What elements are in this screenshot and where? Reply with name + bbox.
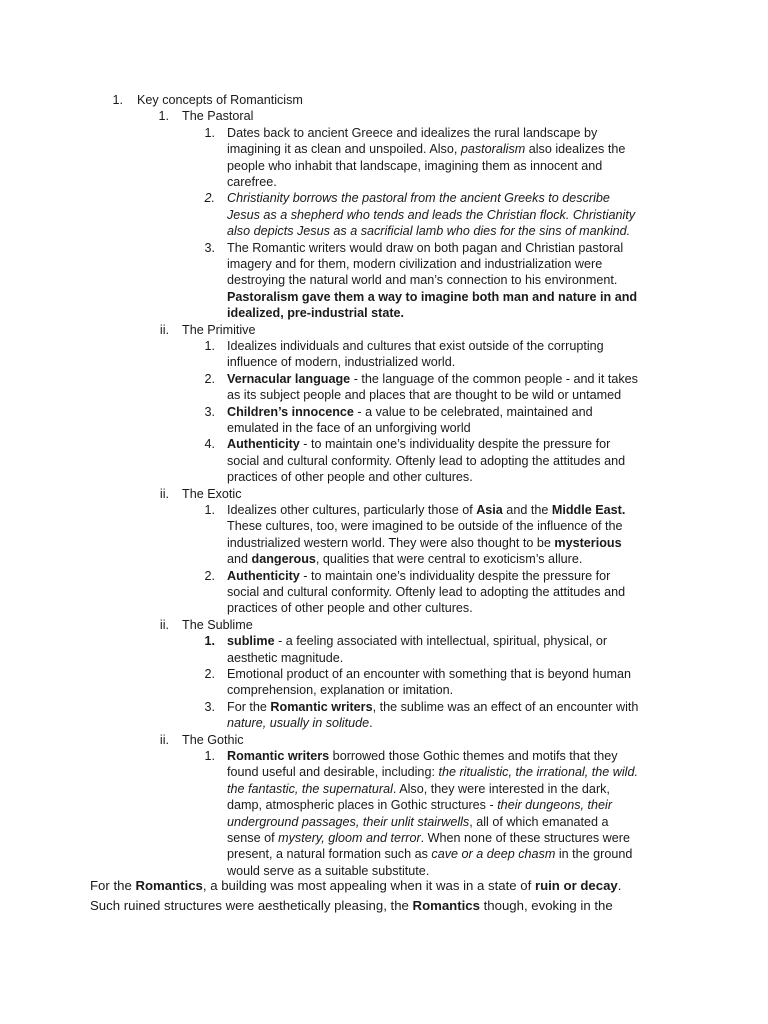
item-text-line <box>227 223 630 239</box>
section-title: The Sublime <box>182 617 253 632</box>
item-text-line <box>227 404 593 420</box>
section-title: The Primitive <box>182 322 256 337</box>
item-number: 2. <box>204 191 215 206</box>
item-text-line <box>227 240 623 256</box>
text-run: , qualities that were central to exoticism’s allure. <box>315 552 583 567</box>
item-text-line <box>227 158 602 174</box>
section-title: The Exotic <box>182 486 242 501</box>
bold-run: mysterious <box>554 535 622 550</box>
text-run: found useful and desirable, including: <box>227 765 439 780</box>
item-text-line <box>227 518 623 534</box>
text-run: in the ground <box>555 847 633 862</box>
item-text-line <box>227 682 453 698</box>
text-run: social and cultural conformity. Oftenly lead to adopting the attitudes and <box>227 453 626 468</box>
item-text-line <box>227 354 455 370</box>
text-run: industrialized western world. They were also thought to be <box>227 535 555 550</box>
text-run: destroying the natural world and man’s connection to his environment. <box>227 273 618 288</box>
closing-text-line <box>90 896 613 916</box>
text-run: Idealizes individuals and cultures that exist outside of the corrupting <box>227 339 604 353</box>
item-text-line <box>227 781 610 797</box>
section-title: The Pastoral <box>182 109 254 124</box>
section-number: ii. <box>159 486 169 501</box>
text-run: For the <box>227 699 271 714</box>
bold-run: Romantic writers <box>227 749 330 763</box>
text-run: damp, atmospheric places in Gothic structures - <box>227 798 498 813</box>
item-text-line <box>227 650 343 666</box>
item-text-line <box>227 420 471 436</box>
item-number: 2. <box>204 371 215 386</box>
text-run: - to maintain one’s individuality despite the pressure for <box>299 437 611 452</box>
italic-run: also depicts Jesus as a sacrificial lamb who dies for the sins of mankind. <box>227 224 631 239</box>
text-run: Dates back to ancient Greece and idealizes the rural landscape by <box>227 125 598 140</box>
italic-run: the ritualistic, the irrational, the wild. <box>438 765 638 780</box>
text-run: - a value to be celebrated, maintained and <box>353 404 593 419</box>
text-run: , the sublime was an effect of an encounter with <box>372 699 639 714</box>
item-number: 3. <box>204 240 215 255</box>
item-number: 1. <box>204 749 215 763</box>
text-run: . Also, they were interested in the dark, <box>392 781 610 796</box>
text-run: These cultures, too, were imagined to be outside of the influence of the <box>227 519 623 534</box>
item-text-line <box>227 715 373 731</box>
text-run: , all of which emanated a <box>469 814 609 829</box>
italic-run: Jesus as a shepherd who tends and leads the Christian flock. Christianity <box>227 207 636 222</box>
item-number: 2. <box>204 667 215 681</box>
item-text-line <box>227 814 609 830</box>
item-text-line <box>227 535 622 551</box>
outline-heading: Key concepts of Romanticism <box>137 93 303 107</box>
bold-run: Asia <box>476 503 503 517</box>
item-text-line <box>227 387 621 403</box>
text-run: comprehension, explanation or imitation. <box>227 683 454 698</box>
text-run: carefree. <box>227 175 277 189</box>
item-number: 1. <box>204 339 215 353</box>
bold-run: idealized, pre-industrial state. <box>227 306 405 321</box>
text-run: imagining it as clean and unspoiled. Also, <box>227 142 461 157</box>
item-text-line <box>227 190 610 206</box>
item-text-line <box>227 830 630 846</box>
outline-number: 1. <box>112 93 123 107</box>
item-number: 1. <box>204 125 215 140</box>
text-run: Idealizes other cultures, particularly those of <box>227 503 477 517</box>
section-number: ii. <box>159 617 169 632</box>
bold-run: Vernacular language <box>227 371 351 386</box>
item-text-line <box>227 551 582 567</box>
text-run: imagery and for them, modern civilization and industrialization were <box>227 257 603 271</box>
bold-run: ruin or decay <box>534 878 618 893</box>
bold-run: Middle East. <box>551 503 626 517</box>
italic-run: mystery, gloom and terror <box>278 831 421 845</box>
text-run: Such ruined structures were aesthetically pleasing, the <box>90 898 413 913</box>
item-text-line <box>227 699 638 715</box>
text-run: - a feeling associated with intellectual, spiritual, physical, or <box>274 634 608 649</box>
text-run: aesthetic magnitude. <box>227 650 344 665</box>
bold-run: dangerous <box>251 552 316 567</box>
bold-run: Romantics <box>412 898 480 913</box>
item-number: 3. <box>204 699 215 714</box>
text-run: and <box>227 552 252 567</box>
bold-run: sublime <box>227 634 275 649</box>
text-run: though, evoking in the <box>479 898 613 913</box>
italic-run: their dungeons, their <box>497 798 613 813</box>
item-text-line <box>227 797 612 813</box>
item-number: 3. <box>204 404 215 419</box>
item-text-line <box>227 666 631 682</box>
item-text-line <box>227 436 610 452</box>
closing-text-line <box>90 876 621 896</box>
text-run: influence of modern, industrialized world. <box>227 355 456 370</box>
text-run: as its subject people and places that are thought to be wild or untamed <box>227 388 622 403</box>
italic-run: Christianity borrows the pastoral from the ancient Greeks to describe <box>227 191 610 206</box>
bold-run: Romantics <box>135 878 203 893</box>
bold-run: Children’s innocence <box>227 404 354 419</box>
text-run: borrowed those Gothic themes and motifs that they <box>329 749 618 763</box>
italic-run: pastoralism <box>460 142 526 157</box>
item-number: 1. <box>204 634 215 649</box>
item-text-line <box>227 453 625 469</box>
section-number: ii. <box>159 322 169 337</box>
item-text-line <box>227 633 607 649</box>
item-text-line <box>227 141 625 157</box>
text-run: present, a natural formation such as <box>227 847 432 862</box>
item-text-line <box>227 371 638 387</box>
italic-run: cave or a deep chasm <box>431 847 556 862</box>
text-run: social and cultural conformity. Oftenly lead to adopting the attitudes and <box>227 585 626 599</box>
section-title: The Gothic <box>182 732 244 747</box>
text-run: , a building was most appealing when it was in a state of <box>202 878 535 893</box>
text-run: practices of other people and other cultures. <box>227 601 473 616</box>
bold-run: Pastoralism gave them a way to imagine both man and nature in and <box>227 289 638 304</box>
italic-run: nature, usually in solitude <box>227 716 370 731</box>
section-number: 1. <box>158 109 169 124</box>
item-text-line <box>227 289 637 305</box>
text-run: - to maintain one’s individuality despite the pressure for <box>299 568 611 583</box>
item-text-line <box>227 584 625 600</box>
item-text-line <box>227 600 473 616</box>
bold-run: Authenticity <box>227 437 300 452</box>
italic-run: the fantastic, the supernatural <box>227 781 393 796</box>
item-text-line <box>227 125 597 141</box>
item-text-line <box>227 338 604 354</box>
text-run: The Romantic writers would draw on both pagan and Christian pastoral <box>227 240 624 255</box>
bold-run: Romantic writers <box>270 699 373 714</box>
item-text-line <box>227 469 473 485</box>
text-run: . <box>369 716 373 731</box>
item-text-line <box>227 174 277 190</box>
text-run: and the <box>502 503 552 517</box>
text-run: - the language of the common people - and it takes <box>350 371 638 386</box>
text-run: . When none of these structures were <box>420 831 630 845</box>
item-text-line <box>227 764 638 780</box>
text-run: For the <box>90 878 136 893</box>
item-text-line <box>227 272 617 288</box>
text-run: practices of other people and other cultures. <box>227 470 473 485</box>
item-text-line <box>227 502 625 518</box>
item-text-line <box>227 748 618 764</box>
item-text-line <box>227 305 404 321</box>
text-run: also idealizes the <box>525 142 626 157</box>
text-run: emulated in the face of an unforgiving world <box>227 421 471 435</box>
text-run: people who inhabit that landscape, imagining them as innocent and <box>227 158 603 173</box>
item-number: 1. <box>204 503 215 517</box>
item-text-line <box>227 846 632 862</box>
text-run: Emotional product of an encounter with something that is beyond human <box>227 667 631 681</box>
item-text-line <box>227 256 602 272</box>
item-number: 2. <box>204 568 215 583</box>
item-text-line <box>227 568 610 584</box>
bold-run: Authenticity <box>227 568 300 583</box>
italic-run: underground passages, their unlit stairwells <box>227 814 470 829</box>
item-number: 4. <box>204 437 215 452</box>
item-text-line <box>227 207 635 223</box>
text-run: . <box>617 878 622 893</box>
section-number: ii. <box>159 732 169 747</box>
text-run: would serve as a suitable substitute. <box>227 863 430 878</box>
text-run: sense of <box>227 831 279 845</box>
